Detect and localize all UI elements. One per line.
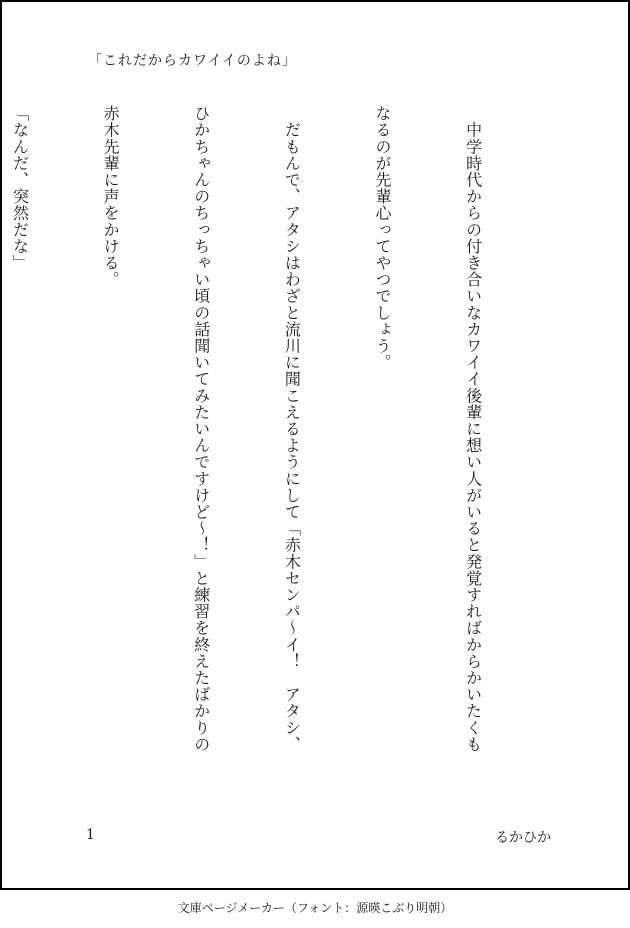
body-text <box>0 105 548 753</box>
text-line: ひかちゃんのちっちゃい頃の話聞いてみたいんですけど〜！」と練習を終えたばかりの <box>191 105 211 753</box>
text-line: 「なんだ、突然だな」 <box>10 105 30 271</box>
text-line: なるのが先輩心ってやつでしょう。 <box>372 105 392 371</box>
text-line: 中学時代からの付き合いなカワイイ後輩に想い人がいると発覚すればからかいたくも <box>463 105 483 753</box>
page-number: 1 <box>86 827 95 843</box>
text-line: だもんで、アタシはわざと流川に聞こえるようにして「赤木センパ〜イ！ アタシ、 <box>282 105 302 753</box>
footer-credit: 文庫ページメーカー（フォント：源暎こぶり明朝） <box>177 901 453 915</box>
author-name: るかひか <box>495 830 551 846</box>
header-title: 「これだからカワイイのよね」 <box>88 53 297 69</box>
text-line: 赤木先輩に声をかける。 <box>101 105 121 288</box>
